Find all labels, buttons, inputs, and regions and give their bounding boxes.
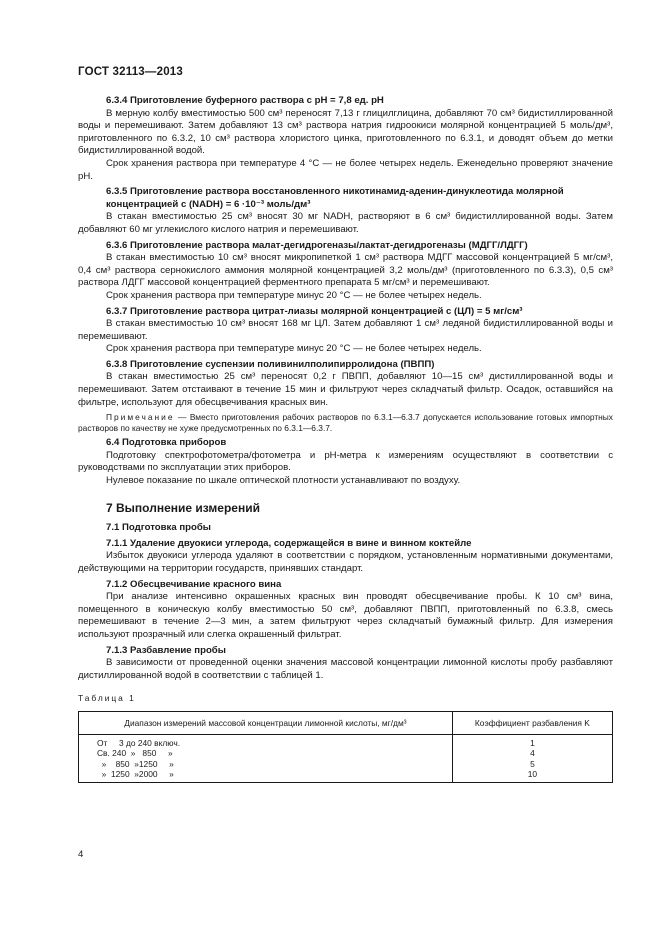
paragraph: Срок хранения раствора при температуре 4 °С — не более четырех недель. Еженедельно проверяют значение рН. [78, 157, 613, 182]
section-7-title: 7 Выполнение измерений [106, 500, 260, 515]
note [78, 412, 613, 434]
paragraph: В мерную колбу вместимостью 500 см³ переносят 7,13 г глицилглицина, добавляют 70 см³ бидистиллированной воды и перемешивают. Затем добавляют 13 см³ раствора натрия гидроокиси молярной концентрацией 5 моль/дм³, приготовленного по 6.3.2, 10 см³ раствора хлористого цинка, приготовленного по 6.3.1, и доводят объем до метки бидистиллированной водой. [78, 107, 613, 157]
section-heading: 6.3.8 Приготовление суспензии поливинилполипирролидона (ПВПП) [106, 358, 435, 370]
paragraph: В стакан вместимостью 10 см³ вносят 168 мг ЦЛ. Затем добавляют 1 см³ ледяной бидистиллированной воды и перемешивают. [78, 318, 613, 342]
section-6-4 [78, 437, 613, 487]
cell-coefficient: 10 [452, 769, 612, 782]
section-heading: 6.3.6 Приготовление раствора малат-дегидрогеназы/лактат-дегидрогеназы (МДГГ/ЛДГГ) [106, 239, 528, 251]
table-caption: Таблица 1 [78, 693, 136, 704]
paragraph: В стакан вместимостью 25 см³ вносят 30 мг NADH, растворяют в 6 см³ бидистиллированной воды. Затем добавляют 60 мг углекислого кислого натрия и перемешивают. [78, 211, 613, 235]
table-header-row [79, 711, 613, 734]
paragraph: В зависимости от проведенной оценки значения массовой концентрации лимонной кислоты пробу разбавляют дистиллированной водой в соответствии с таблицей 1. [78, 657, 613, 681]
table-row [79, 759, 613, 769]
cell-coefficient: 1 [452, 734, 612, 748]
cell-range: Св. 240 » 850 » [79, 748, 453, 758]
page-number: 4 [78, 849, 84, 860]
note-text: — Вместо приготовления рабочих растворов по 6.3.1—6.3.7 допускается использование готовых импортных растворов по качеству не хуже предусмотренных по 6.3.1—6.3.7. [78, 412, 613, 434]
section-heading: 6.4 Подготовка приборов [106, 437, 227, 449]
paragraph: При анализе интенсивно окрашенных красных вин проводят обесцвечивание пробы. К 10 см³ вина, помещенного в коническую колбу вместимостью 50 см³, добавляют ПВПП, приготовленный по 6.3.8, смесь перемешивают в течение 2—3 мин, а затем фильтруют через складчатый бумажный фильтр. Для измерения используют прозрачный или слегка окрашенный фильтрат. [78, 591, 613, 640]
header-range: Диапазон измерений массовой концентрации лимонной кислоты, мг/дм³ [79, 711, 453, 734]
dilution-table [78, 711, 613, 783]
cell-coefficient: 5 [452, 759, 612, 769]
section-6-3 [78, 95, 613, 409]
section-heading: 6.3.5 Приготовление раствора восстановленного никотинамид-аденин-динуклеотида молярной концентрацией с (NADH) = 6 ·10⁻³ моль/дм³ [106, 186, 564, 210]
section-7-body [78, 522, 613, 682]
paragraph: В стакан вместимостью 25 см³ переносят 0,2 г ПВПП, добавляют 10—15 см³ дистиллированной воды и перемешивают. Затем отстаивают в течение 15 мин и фильтруют через складчатый фильтр. Осадок, оставшийся на фильтре, используют для обесцвечивания красных вин. [78, 371, 613, 408]
section-heading: 6.3.7 Приготовление раствора цитрат-лиазы молярной концентрацией с (ЦЛ) = 5 мг/см³ [106, 305, 523, 317]
table-row [79, 769, 613, 782]
section-heading: 7.1.3 Разбавление пробы [106, 644, 226, 656]
cell-range: От 3 до 240 включ. [79, 734, 453, 748]
table-row [79, 748, 613, 758]
cell-range: » 850 »1250 » [79, 759, 453, 769]
paragraph: Срок хранения раствора при температуре минус 20 °С — не более четырех недель. [106, 289, 482, 301]
table-row [79, 734, 613, 748]
cell-range: » 1250 »2000 » [79, 769, 453, 782]
note-label: Примечание [106, 412, 175, 423]
paragraph: Нулевое показание по шкале оптической плотности устанавливают по воздуху. [106, 475, 461, 487]
header-coefficient: Коэффициент разбавления K [452, 711, 612, 734]
section-heading: 6.3.4 Приготовление буферного раствора с pH = 7,8 ед. рН [106, 95, 384, 106]
paragraph: Избыток двуокиси углерода удаляют в соответствии с порядком, установленным нормативными документами, действующими на территории государств, принявших стандарт. [78, 550, 613, 574]
paragraph: Срок хранения раствора при температуре минус 20 °С — не более четырех недель. [106, 343, 482, 355]
section-heading: 7.1.1 Удаление двуокиси углерода, содержащейся в вине и винном коктейле [106, 537, 472, 549]
section-heading: 7.1 Подготовка пробы [106, 522, 211, 534]
paragraph: В стакан вместимостью 10 см³ вносят микропипеткой 1 см³ раствора МДГГ массовой концентрацией 5 мг/см³, 0,4 см³ раствора сернокислого аммония молярной концентрацией 3,2 моль/дм³ (приготовленного по 6.3.3), 0,5 см³ раствора ЛДГГ массовой концентрацией ферментного препарата 5 мг/см³ и перемешивают. [78, 252, 613, 289]
paragraph: Подготовку спектрофотометра/фотометра и рН-метра к измерениям осуществляют в соответствии с руководствами по эксплуатации этих приборов. [78, 449, 613, 474]
cell-coefficient: 4 [452, 748, 612, 758]
page-content [78, 92, 613, 783]
section-heading: 7.1.2 Обесцвечивание красного вина [106, 578, 282, 590]
standard-header: ГОСТ 32113—2013 [78, 66, 183, 78]
